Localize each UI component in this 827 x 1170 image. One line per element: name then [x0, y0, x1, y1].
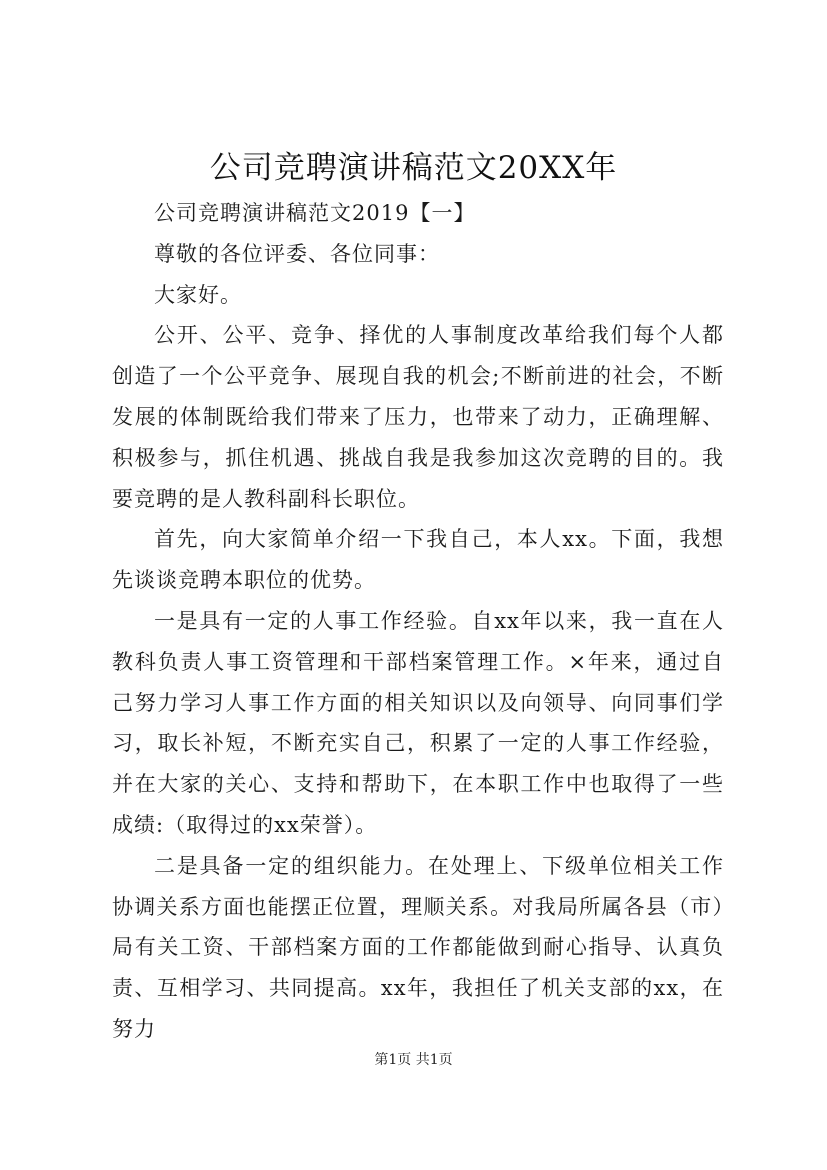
paragraph-advantage-one: 一是具有一定的人事工作经验。自xx年以来，我一直在人教科负责人事工资管理和干部档案管理工作。×年来，通过自己努力学习人事工作方面的相关知识以及向领导、向同事们学习，取长补短，不断充实自己，积累了一定的人事工作经验，并在大家的关心、支持和帮助下，在本职工作中也取得了一些成绩:（取得过的xx荣誉）。: [112, 608, 724, 837]
paragraph-greeting: 大家好。: [154, 282, 242, 307]
paragraph-self-intro: 首先，向大家简单介绍一下我自己，本人xx。下面，我想先谈谈竞聘本职位的优势。: [112, 527, 724, 593]
page-footer: 第1页 共1页: [374, 1052, 453, 1068]
paragraph-intro: 公开、公平、竞争、择优的人事制度改革给我们每个人都创造了一个公平竞争、展现自我的机会;不断前进的社会，不断发展的体制既给我们带来了压力，也带来了动力，正确理解、积极参与，抓住机遇、挑战自我是我参加这次竞聘的目的。我要竞聘的是人教科副科长职位。: [112, 323, 724, 511]
document-body: [112, 193, 724, 1050]
document-title: 公司竞聘演讲稿范文20XX年: [209, 150, 618, 186]
paragraph-salutation: 尊敬的各位评委、各位同事：: [154, 241, 440, 266]
paragraph-subtitle: 公司竞聘演讲稿范文2019【一】: [154, 201, 476, 225]
paragraph-advantage-two: 二是具备一定的组织能力。在处理上、下级单位相关工作协调关系方面也能摆正位置，理顺关系。对我局所属各县（市）局有关工资、干部档案方面的工作都能做到耐心指导、认真负责、互相学习、共同提高。xx年，我担任了机关支部的xx，在努力: [112, 853, 724, 1041]
